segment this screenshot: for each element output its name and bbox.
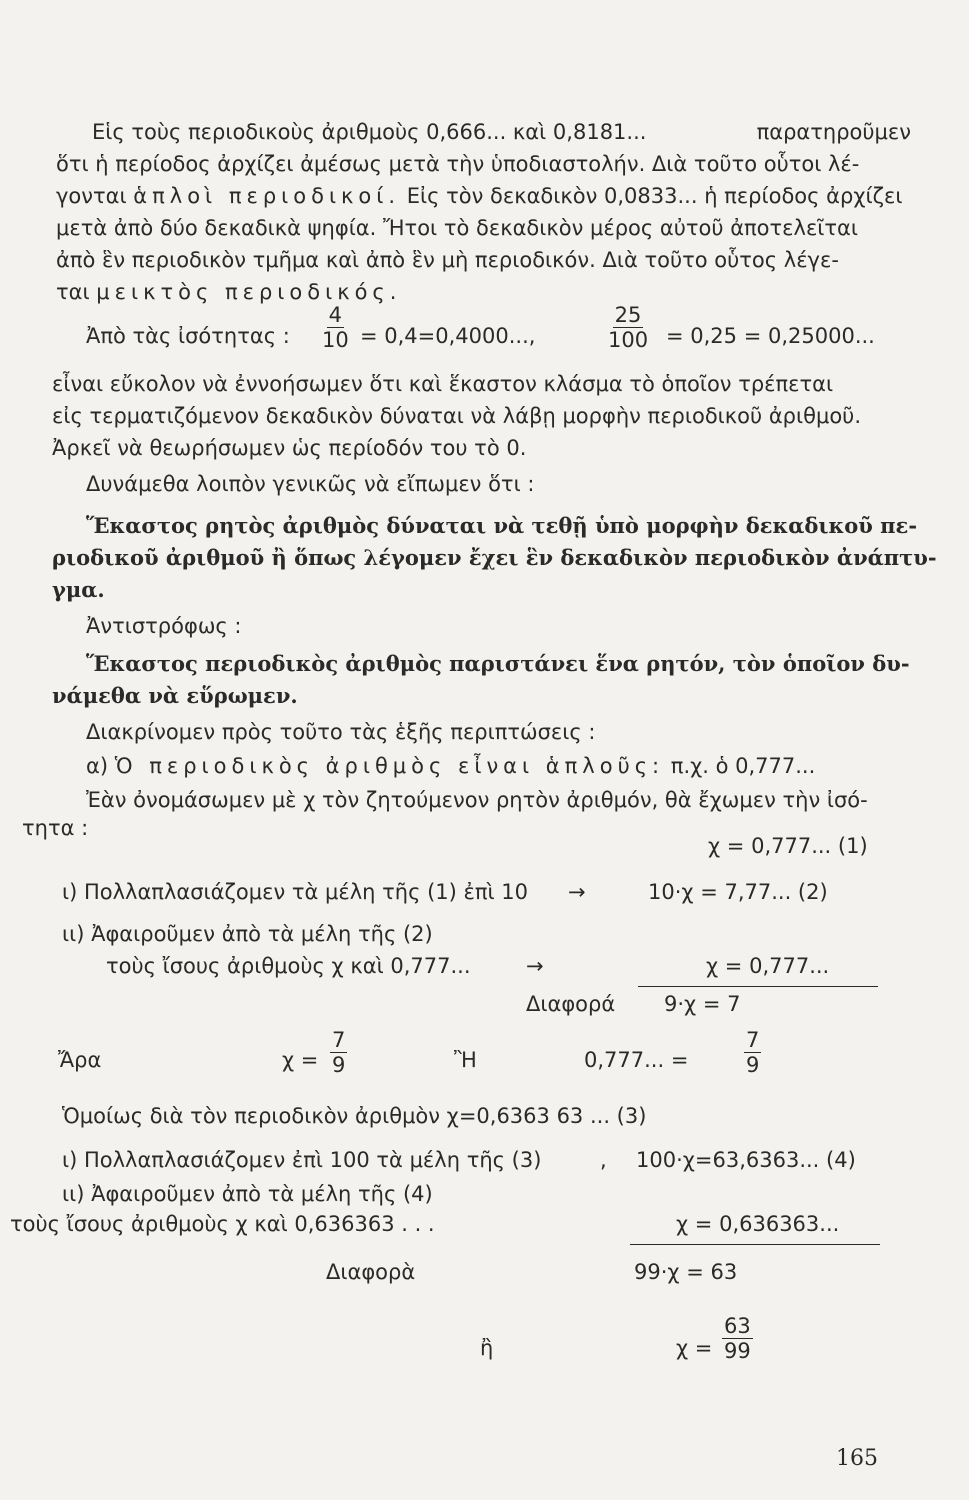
- fraction-25-100-den: 100: [608, 328, 649, 352]
- theorem1-line-2: ριοδικοῦ ἀριθμοῦ ἢ ὅπως λέγομεν ἔχει ἓν δεκαδικὸν περιοδικὸν ἀνάπτυ-: [52, 545, 937, 570]
- converse-line-2: νάμεθα νὰ εὕρωμεν.: [52, 683, 298, 708]
- fraction-63-99: [722, 1314, 753, 1363]
- intro-line-5: ἀπὸ ἓν περιοδικὸν τμῆμα καὶ ἀπὸ ἓν μὴ περιοδικόν. Διὰ τοῦτο οὗτος λέγε-: [56, 248, 839, 272]
- difference-equation-1: 9·χ = 7: [664, 992, 741, 1016]
- equalities-label: Ἀπὸ τὰς ἰσότητας :: [86, 324, 290, 348]
- subtraction-rule-2: [630, 1244, 880, 1245]
- mixed-periodic-term: μεικτὸς περιοδικός.: [96, 280, 402, 304]
- intro-line-6: [0, 278, 969, 306]
- intro-line-3-b: Εἰς τὸν δεκαδικὸν 0,0833... ἡ περίοδος ἀρχίζει: [400, 184, 903, 208]
- cases-intro: Διακρίνομεν πρὸς τοῦτο τὰς ἑξῆς περιπτώσεις :: [86, 720, 596, 744]
- case-a-title: Ὁ περιοδικὸς ἀριθμὸς εἶναι ἁπλοῦς:: [114, 754, 665, 778]
- simple-periodic-term: ἁπλοὶ περιοδικοί.: [133, 184, 401, 208]
- case-a-label: α): [86, 754, 115, 778]
- intro-line-2: ὅτι ἡ περίοδος ἀρχίζει ἀμέσως μετὰ τὴν ὑποδιαστολήν. Διὰ τοῦτο οὗτοι λέ-: [56, 152, 860, 176]
- fraction-7-9: [330, 1028, 347, 1077]
- example2-step-ii: ιι) Ἀφαιροῦμεν ἀπὸ τὰ μέλη τῆς (4): [62, 1182, 433, 1206]
- fraction-4-10-num: 4: [328, 303, 343, 327]
- example2-intro: Ὁμοίως διὰ τὸν περιοδικὸν ἀριθμὸν χ=0,6363 63 ... (3): [62, 1104, 647, 1128]
- fraction-7-9-b: [744, 1028, 761, 1077]
- arrow-2: →: [526, 954, 544, 978]
- fraction-7-9-num: 7: [332, 1028, 346, 1052]
- case-a-naming-cont: τητα :: [22, 816, 89, 840]
- step-ii-text: ιι) Ἀφαιροῦμεν ἀπὸ τὰ μέλη τῆς (2): [62, 922, 433, 946]
- intro-line-1-b: παρατηροῦμεν: [756, 120, 911, 144]
- or-label-2: ἢ: [480, 1336, 494, 1360]
- converse-line-1: Ἕκαστος περιοδικὸς ἀριθμὸς παριστάνει ἕνα ρητόν, τὸν ὁποῖον δυ-: [86, 651, 910, 676]
- example2-step-ii-cont: τοὺς ἴσους ἀριθμοὺς χ καὶ 0,636363 . . .: [10, 1212, 435, 1236]
- fraction-7-9-b-num: 7: [746, 1028, 760, 1052]
- case-a-naming: Ἐὰν ὀνομάσωμεν μὲ χ τὸν ζητούμενον ρητὸν ἀριθμόν, θὰ ἔχωμεν τὴν ἰσό-: [86, 788, 868, 812]
- difference-label-1: Διαφορά: [526, 992, 616, 1016]
- para2-line-2: εἰς τερματιζόμενον δεκαδικὸν δύναται νὰ λάβῃ μορφὴν περιοδικοῦ ἀριθμοῦ.: [52, 404, 862, 428]
- fraction-25-100: [606, 303, 650, 352]
- fraction-25-100-num: 25: [614, 303, 642, 327]
- theorem1-line-3: γμα.: [52, 577, 105, 602]
- example2-comma: ,: [600, 1148, 607, 1172]
- equation-4: 100·χ=63,6363... (4): [636, 1148, 856, 1172]
- equation-1: χ = 0,777... (1): [708, 834, 868, 858]
- para2-line-4: Δυνάμεθα λοιπὸν γενικῶς νὰ εἴπωμεν ὅτι :: [86, 472, 535, 496]
- intro-line-4: μετὰ ἀπὸ δύο δεκαδικὰ ψηφία. Ἤτοι τὸ δεκαδικὸν μέρος αὐτοῦ ἀποτελεῖται: [56, 216, 858, 240]
- case-a-example: π.χ. ὁ 0,777...: [664, 754, 816, 778]
- example2-step-i: ι) Πολλαπλασιάζομεν ἐπὶ 100 τὰ μέλη τῆς (3): [62, 1148, 542, 1172]
- or-label: Ἢ: [454, 1048, 477, 1072]
- page-number: 165: [836, 1446, 878, 1471]
- fraction-63-99-num: 63: [724, 1314, 751, 1338]
- para2-line-1: εἶναι εὔκολον νὰ ἐννοήσωμεν ὅτι καὶ ἕκαστον κλάσμα τὸ ὁποῖον τρέπεται: [52, 372, 834, 396]
- intro-line-1-a: Εἱς τοὺς περιοδικοὺς ἀριθμοὺς 0,666... καὶ 0,8181...: [92, 120, 647, 144]
- intro-line-1: [0, 118, 969, 146]
- case-a-line: [0, 752, 969, 780]
- fraction-4-10: [320, 303, 351, 352]
- fraction-7-9-b-den: 9: [746, 1053, 760, 1077]
- converse-label: Ἀντιστρόφως :: [86, 614, 242, 638]
- fraction-7-9-den: 9: [332, 1053, 346, 1077]
- subtraction-rule-1: [638, 986, 878, 987]
- intro-line-6-a: ται: [56, 280, 97, 304]
- step-ii-cont: τοὺς ἴσους ἀριθμοὺς χ καὶ 0,777...: [106, 954, 471, 978]
- fraction-63-99-den: 99: [724, 1339, 751, 1363]
- equation-5: χ = 0,636363...: [676, 1212, 840, 1236]
- difference-label-2: Διαφορὰ: [326, 1260, 416, 1284]
- fraction-4-10-den: 10: [322, 328, 349, 352]
- equality-1: = 0,4=0,4000...,: [360, 324, 536, 348]
- theorem1-line-1: Ἕκαστος ρητὸς ἀριθμὸς δύναται νὰ τεθῇ ὑπὸ μορφὴν δεκαδικοῦ πε-: [86, 513, 918, 538]
- therefore-label: Ἄρα: [58, 1048, 102, 1072]
- para2-line-3: Ἀρκεῖ νὰ θεωρήσωμεν ὡς περίοδόν του τὸ 0.: [52, 436, 527, 460]
- step-i-text: ι) Πολλαπλασιάζομεν τὰ μέλη τῆς (1) ἐπὶ 10: [62, 880, 529, 904]
- difference-equation-2: 99·χ = 63: [634, 1260, 738, 1284]
- equality-2: = 0,25 = 0,25000...: [666, 324, 875, 348]
- intro-line-3-a: γονται: [56, 184, 134, 208]
- arrow-1: →: [568, 880, 586, 904]
- equation-3: χ = 0,777...: [706, 954, 830, 978]
- result-lhs: χ =: [282, 1048, 319, 1072]
- intro-line-3: [0, 182, 969, 210]
- result2-lhs: 0,777... =: [584, 1048, 689, 1072]
- result3-lhs: χ =: [676, 1336, 713, 1360]
- equation-2: 10·χ = 7,77... (2): [648, 880, 828, 904]
